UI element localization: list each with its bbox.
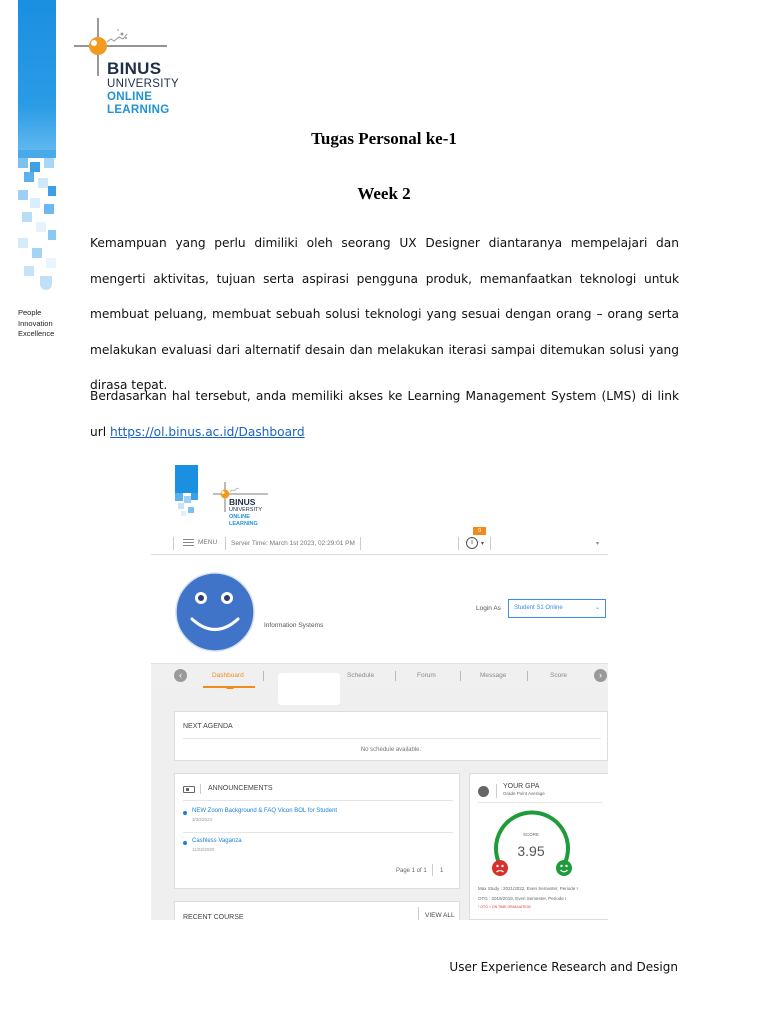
account-chevron-down-icon[interactable]: ▾ <box>596 541 600 547</box>
hamburger-icon <box>183 539 194 546</box>
logo-binus: BINUS <box>107 59 162 78</box>
nav-prev-arrow-icon[interactable]: ‹ <box>174 669 187 682</box>
tagline-line: People <box>18 308 42 317</box>
logo-online: ONLINE <box>107 91 153 103</box>
next-agenda-title: NEXT AGENDA <box>183 723 233 730</box>
tab-schedule[interactable]: Schedule <box>347 672 375 679</box>
info-icon[interactable]: i <box>466 537 478 549</box>
tab-message[interactable]: Message <box>480 672 507 679</box>
announcements-title: ANNOUNCEMENTS <box>208 785 273 792</box>
student-major: Information Systems <box>264 622 324 629</box>
lms-logo-learning: LEARNING <box>229 521 258 527</box>
server-time: Server Time: March 1st 2023, 02:29:01 PM <box>231 540 355 547</box>
lms-tab-nav <box>151 663 608 690</box>
gpa-max-study: Max Study : 2021/2022, Even Semester, Periode I <box>478 886 578 891</box>
chevron-down-icon[interactable]: ▾ <box>481 541 485 547</box>
announcements-card <box>174 773 460 889</box>
notification-badge: 0 <box>473 527 486 535</box>
bullet-icon <box>183 841 187 845</box>
next-agenda-card <box>174 711 608 761</box>
announcement-title[interactable]: NEW Zoom Background & FAQ Vicon BOL for Student <box>192 808 338 814</box>
announcement-icon <box>183 786 195 793</box>
lms-logo-binus: BINUS <box>229 497 256 507</box>
happy-face-icon <box>556 860 572 876</box>
lms-logo-text <box>229 498 262 528</box>
gpa-gauge <box>482 807 582 877</box>
blank-overlay <box>278 673 340 705</box>
tab-score[interactable]: Score <box>550 672 567 679</box>
document-subtitle: Week 2 <box>357 184 411 203</box>
announcement-date: 3/30/2023 <box>192 817 213 822</box>
bullet-icon <box>183 811 187 815</box>
tagline-line: Innovation <box>18 318 53 328</box>
lms-dashboard-screenshot <box>151 465 608 920</box>
view-all-button[interactable]: VIEW ALL <box>425 912 455 919</box>
page-footer: User Experience Research and Design <box>449 960 678 974</box>
paragraph-1: Kemampuan yang perlu dimiliki oleh seorang UX Designer diantaranya mempelajari dan mengerti aktivitas, tujuan serta aspirasi pengguna produk, memanfaatkan teknologi untuk membuat peluang, membuat sebuah solusi teknologi yang sesuai dengan orang – orang serta melakukan evaluasi dari alternatif desain dan melakukan iterasi sampai ditemukan solusi yang dirasa tepat. <box>90 236 679 392</box>
document-title: Tugas Personal ke-1 <box>311 129 457 148</box>
lms-dashboard-link[interactable]: https://ol.binus.ac.id/Dashboard <box>110 424 305 439</box>
gpa-otg-note: * OTG = ON TIME GRADUATION <box>478 905 531 909</box>
tagline <box>18 308 54 340</box>
gpa-subtitle: Grade Point Average <box>503 791 545 796</box>
announcement-date: 11/02/2020 <box>192 847 215 852</box>
gauge-icon <box>478 786 489 797</box>
lms-logo-university: UNIVERSITY <box>229 507 263 513</box>
recent-course-title: RECENT COURSE <box>183 914 244 920</box>
binus-logo-text <box>107 60 179 117</box>
nav-next-arrow-icon[interactable]: › <box>594 669 607 682</box>
lms-topbar <box>151 528 608 555</box>
menu-label: MENU <box>198 539 218 546</box>
lms-logo-online: ONLINE <box>229 514 250 520</box>
login-as-select[interactable] <box>508 599 606 618</box>
gpa-score-value: 3.95 <box>517 843 545 859</box>
lms-decorative-strip <box>175 465 198 517</box>
logo-university: UNIVERSITY <box>107 78 180 90</box>
avatar[interactable] <box>175 572 255 652</box>
paragraph-2 <box>90 379 679 450</box>
recent-course-card <box>174 901 460 920</box>
pagination-label: Page 1 of 1 <box>396 868 427 874</box>
dashboard-content <box>151 689 608 920</box>
pagination-page-1[interactable]: 1 <box>440 868 444 874</box>
tab-dashboard[interactable]: Dashboard <box>212 672 244 679</box>
tagline-line: Excellence <box>18 329 55 338</box>
logo-learning: LEARNING <box>107 104 170 116</box>
menu-button[interactable] <box>183 539 217 546</box>
sad-face-icon <box>492 860 508 876</box>
next-agenda-empty: No schedule available. <box>360 747 422 753</box>
select-chevron-down-icon: ⌄ <box>594 605 600 611</box>
tab-forum[interactable]: Forum <box>417 672 436 679</box>
gpa-score-label: SCORE <box>522 832 539 837</box>
paragraph-2-text: Berdasarkan hal tersebut, anda memiliki akses ke Learning Management System (LMS) di link url <box>90 389 679 439</box>
gpa-title: YOUR GPA <box>503 783 540 790</box>
gpa-card <box>469 773 608 920</box>
login-as-label: Login As <box>476 605 501 612</box>
login-as-value: Student S1 Online <box>514 605 563 611</box>
gpa-otg: OTG : 2019/2019, Even Semester, Periode I <box>478 896 567 901</box>
announcement-title[interactable]: Cashless Vaganza <box>192 838 242 844</box>
